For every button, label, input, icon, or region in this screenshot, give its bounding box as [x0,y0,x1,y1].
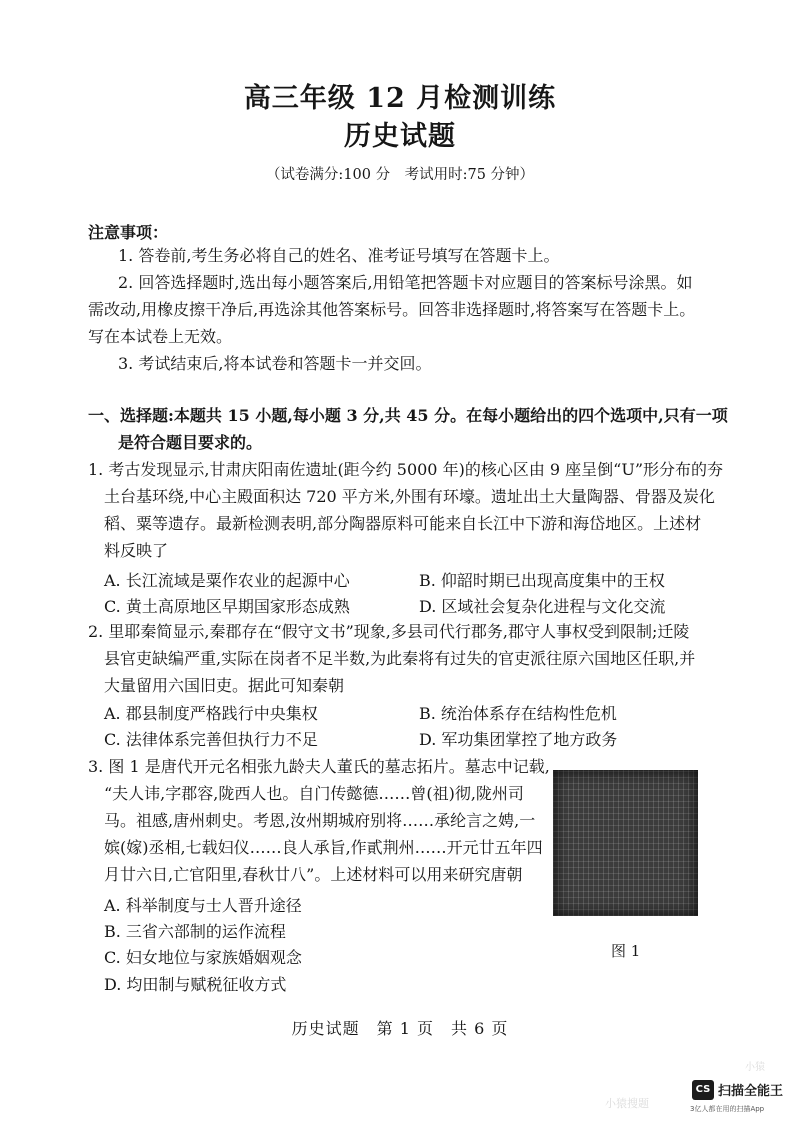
note-item-2-line-1: 2. 回答选择题时,选出每小题答案后,用铅笔把答题卡对应题目的答案标号涂黑。如 [118,273,693,292]
note-item-2-line-2: 需改动,用橡皮擦干净后,再选涂其他答案标号。回答非选择题时,将答案写在答题卡上。 [88,300,696,319]
q1-stem-line-3: 稻、粟等遗存。最新检测表明,部分陶器原料可能来自长江中下游和海岱地区。上述材 [104,514,702,533]
exam-info: （试卷满分:100 分 考试用时:75 分钟） [265,167,535,183]
note-item-2-line-3: 写在本试卷上无效。 [88,327,233,346]
camscanner-app-name: 扫描全能王 [718,1084,784,1099]
note-item-1: 1. 答卷前,考生务必将自己的姓名、准考证号填写在答题卡上。 [118,246,560,265]
q1-stem-line-2: 土台基环绕,中心主殿面积达 720 平方米,外围有环壕。遗址出土大量陶器、骨器及炭化 [104,487,715,506]
camscanner-tagline: 3亿人都在用的扫描App [690,1105,765,1113]
q2-stem-line-1: 2. 里耶秦简显示,秦郡存在“假守文书”现象,多县司代行郡务,郡守人事权受到限制;迁陵 [88,622,690,641]
note-item-3: 3. 考试结束后,将本试卷和答题卡一并交回。 [118,354,432,373]
q3-stem-line-3: 马。祖感,唐州刺史。考恩,汝州期城府别将……承纶言之娉,一 [104,811,536,830]
q1-option-a: A. 长江流域是粟作农业的起源中心 [104,571,350,590]
q3-stem-line-5: 月廿六日,亡官阳里,春秋廿八”。上述材料可以用来研究唐朝 [104,865,523,884]
q2-option-d: D. 军功集团掌控了地方政务 [419,730,618,749]
q1-stem-line-1: 1. 考古发现显示,甘肃庆阳南佐遗址(距今约 5000 年)的核心区由 9 座呈倒“U”形分布的夯 [88,460,724,479]
q3-option-b: B. 三省六部制的运作流程 [104,922,286,941]
q1-option-b: B. 仰韶时期已出现高度集中的王权 [419,571,665,590]
exam-title: 高三年级 12 月检测训练 [243,83,557,114]
camscanner-logo-icon: CS [692,1080,714,1100]
q2-option-c: C. 法律体系完善但执行力不足 [104,730,318,749]
figure-caption: 图 1 [611,942,641,960]
epitaph-rubbing-image [553,770,698,916]
q2-option-b: B. 统治体系存在结构性危机 [419,704,617,723]
q1-stem-line-4: 料反映了 [104,541,169,560]
subject-title: 历史试题 [344,121,456,152]
page-footer: 历史试题 第 1 页 共 6 页 [291,1019,509,1038]
q3-option-c: C. 妇女地位与家族婚姻观念 [104,948,302,967]
section-heading-line-1: 一、选择题:本题共 15 小题,每小题 3 分,共 45 分。在每小题给出的四个选项中,只有一项 [88,406,728,425]
section-heading-line-2: 是符合题目要求的。 [118,433,263,452]
q3-stem-line-2: “夫人讳,字郡容,陇西人也。自门传懿德……曾(祖)彻,陇州司 [104,784,524,803]
q3-stem-line-4: 嫔(嫁)丞相,七载妇仪……良人承旨,作貳荆州……开元廿五年四 [104,838,543,857]
q2-stem-line-3: 大量留用六国旧吏。据此可知秦朝 [104,676,345,695]
q1-option-c: C. 黄土高原地区早期国家形态成熟 [104,597,350,616]
watermark-corner-text: 小猿 [745,1062,765,1073]
watermark-faint-text: 小猿搜题 [605,1097,649,1110]
q1-option-d: D. 区域社会复杂化进程与文化交流 [419,597,666,616]
q2-stem-line-2: 县官吏缺编严重,实际在岗者不足半数,为此秦将有过失的官吏派往原六国地区任职,并 [104,649,696,668]
q2-option-a: A. 郡县制度严格践行中央集权 [104,704,318,723]
q3-option-a: A. 科举制度与士人晋升途径 [104,896,302,915]
q3-stem-line-1: 3. 图 1 是唐代开元名相张九龄夫人董氏的墓志拓片。墓志中记载, [88,757,550,776]
notes-heading: 注意事项： [88,223,169,242]
q3-option-d: D. 均田制与赋税征收方式 [104,975,287,994]
